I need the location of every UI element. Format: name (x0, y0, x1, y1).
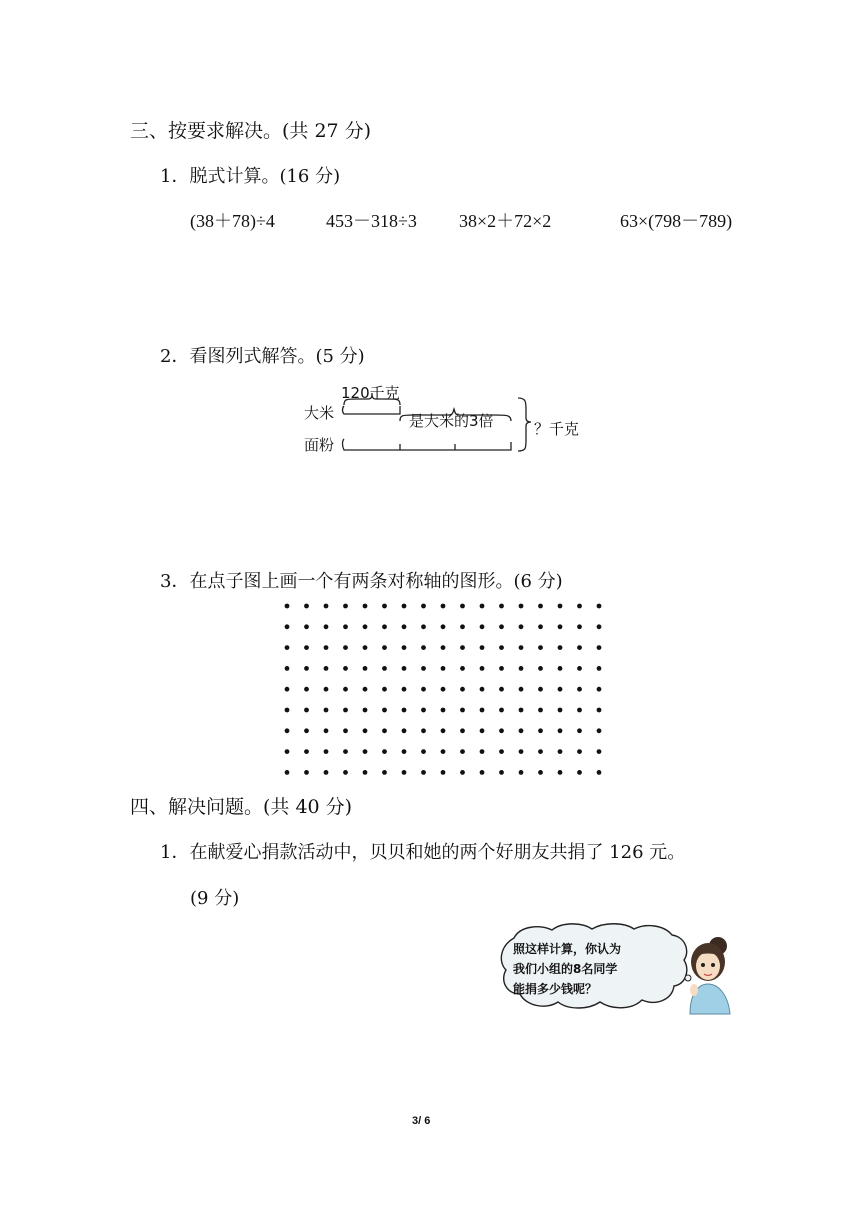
grid-dot[interactable] (577, 604, 582, 609)
question-amount-label: ？千克 (534, 420, 580, 438)
grid-dot[interactable] (304, 666, 309, 671)
grid-dot[interactable] (363, 645, 368, 650)
grid-dot[interactable] (441, 687, 446, 692)
grid-dot[interactable] (402, 604, 407, 609)
grid-dot[interactable] (499, 708, 504, 713)
grid-dot[interactable] (324, 770, 329, 775)
grid-dot[interactable] (499, 645, 504, 650)
dot-grid[interactable] (280, 598, 610, 782)
grid-dot[interactable] (363, 749, 368, 754)
grid-dot[interactable] (460, 604, 465, 609)
grid-dot[interactable] (499, 770, 504, 775)
grid-dot[interactable] (597, 687, 602, 692)
bubble-line-1: 照这样计算，你认为 (513, 942, 622, 956)
grid-dot[interactable] (285, 728, 290, 733)
grid-dot[interactable] (558, 624, 563, 629)
grid-dot[interactable] (285, 770, 290, 775)
grid-dot[interactable] (343, 728, 348, 733)
grid-dot[interactable] (577, 666, 582, 671)
grid-dot[interactable] (519, 749, 524, 754)
grid-dot[interactable] (577, 728, 582, 733)
grid-dot[interactable] (480, 624, 485, 629)
grid-dot[interactable] (460, 749, 465, 754)
grid-dot[interactable] (499, 687, 504, 692)
girl-illustration (690, 937, 730, 1014)
grid-dot[interactable] (577, 708, 582, 713)
grid-dot[interactable] (382, 687, 387, 692)
grid-dot[interactable] (460, 624, 465, 629)
grid-dot[interactable] (363, 666, 368, 671)
bubble-line-3: 能捐多少钱呢？ (513, 982, 598, 996)
grid-dot[interactable] (558, 770, 563, 775)
grid-dot[interactable] (558, 687, 563, 692)
grid-dot[interactable] (402, 666, 407, 671)
grid-dot[interactable] (324, 604, 329, 609)
grid-dot[interactable] (558, 645, 563, 650)
problem-1-score: (9 分) (190, 888, 240, 909)
grid-dot[interactable] (382, 624, 387, 629)
grid-dot[interactable] (499, 749, 504, 754)
grid-dot[interactable] (499, 728, 504, 733)
grid-dot[interactable] (480, 708, 485, 713)
grid-dot[interactable] (480, 687, 485, 692)
grid-dot[interactable] (421, 604, 426, 609)
rice-amount-label: 120千克 (341, 384, 400, 402)
rice-segment (343, 406, 401, 414)
grid-dot[interactable] (285, 624, 290, 629)
grid-dot[interactable] (363, 728, 368, 733)
grid-dot[interactable] (441, 624, 446, 629)
grid-dot[interactable] (421, 624, 426, 629)
grid-dot[interactable] (382, 770, 387, 775)
grid-dot[interactable] (324, 666, 329, 671)
grid-dot[interactable] (460, 708, 465, 713)
grid-dot[interactable] (480, 749, 485, 754)
section-3-title: 三、按要求解决。(共 27 分) (130, 120, 372, 142)
grid-dot[interactable] (285, 749, 290, 754)
grid-dot[interactable] (519, 624, 524, 629)
grid-dot[interactable] (441, 708, 446, 713)
grid-dot[interactable] (519, 604, 524, 609)
grid-dot[interactable] (441, 604, 446, 609)
grid-dot[interactable] (538, 770, 543, 775)
grid-dot[interactable] (597, 728, 602, 733)
grid-dot[interactable] (304, 728, 309, 733)
grid-dot[interactable] (402, 687, 407, 692)
grid-dot[interactable] (421, 645, 426, 650)
grid-dot[interactable] (402, 645, 407, 650)
grid-dot[interactable] (558, 708, 563, 713)
grid-dot[interactable] (304, 749, 309, 754)
grid-dot[interactable] (343, 687, 348, 692)
grid-dot[interactable] (538, 666, 543, 671)
grid-dot[interactable] (343, 604, 348, 609)
relation-label: 是大米的3倍 (409, 412, 494, 430)
grid-dot[interactable] (499, 624, 504, 629)
grid-dot[interactable] (421, 749, 426, 754)
grid-dot[interactable] (343, 645, 348, 650)
grid-dot[interactable] (324, 708, 329, 713)
grid-dot[interactable] (441, 666, 446, 671)
grid-dot[interactable] (538, 624, 543, 629)
grid-dot[interactable] (382, 749, 387, 754)
grid-dot[interactable] (538, 708, 543, 713)
grid-dot[interactable] (558, 728, 563, 733)
grid-dot[interactable] (538, 604, 543, 609)
flour-label: 面粉 (304, 436, 335, 454)
grid-dot[interactable] (363, 687, 368, 692)
grid-dot[interactable] (538, 645, 543, 650)
grid-dot[interactable] (304, 708, 309, 713)
total-brace (518, 398, 531, 451)
grid-dot[interactable] (304, 770, 309, 775)
grid-dot[interactable] (324, 749, 329, 754)
grid-dot[interactable] (324, 645, 329, 650)
flour-segment (343, 439, 512, 450)
grid-dot[interactable] (402, 770, 407, 775)
grid-dot[interactable] (460, 645, 465, 650)
grid-dot[interactable] (382, 708, 387, 713)
question-2-title: 2．看图列式解答。(5 分) (160, 346, 365, 367)
grid-dot[interactable] (597, 645, 602, 650)
grid-dot[interactable] (577, 749, 582, 754)
grid-dot[interactable] (519, 645, 524, 650)
grid-dot[interactable] (577, 687, 582, 692)
grid-dot[interactable] (597, 604, 602, 609)
section-4-title: 四、解决问题。(共 40 分) (130, 796, 353, 818)
grid-dot[interactable] (402, 728, 407, 733)
grid-dot[interactable] (304, 624, 309, 629)
grid-dot[interactable] (304, 687, 309, 692)
line-segment-diagram (300, 380, 540, 460)
grid-dot[interactable] (382, 604, 387, 609)
grid-dot[interactable] (285, 604, 290, 609)
grid-dot[interactable] (597, 666, 602, 671)
grid-dot[interactable] (363, 708, 368, 713)
question-1-title: 1．脱式计算。(16 分) (160, 166, 341, 187)
grid-dot[interactable] (460, 728, 465, 733)
grid-dot[interactable] (441, 645, 446, 650)
grid-dot[interactable] (577, 645, 582, 650)
expression-1: (38＋78)÷4 (190, 211, 275, 231)
grid-dot[interactable] (304, 604, 309, 609)
problem-1-text: 1．在献爱心捐款活动中，贝贝和她的两个好朋友共捐了 126 元。 (160, 842, 686, 863)
grid-dot[interactable] (363, 770, 368, 775)
grid-dot[interactable] (519, 728, 524, 733)
rice-label: 大米 (304, 404, 335, 422)
page-number: 3/ 6 (412, 1115, 431, 1127)
grid-dot[interactable] (324, 728, 329, 733)
grid-dot[interactable] (324, 624, 329, 629)
grid-dot[interactable] (441, 728, 446, 733)
grid-dot[interactable] (480, 645, 485, 650)
grid-dot[interactable] (421, 687, 426, 692)
grid-dot[interactable] (343, 666, 348, 671)
grid-dot[interactable] (538, 749, 543, 754)
grid-dot[interactable] (343, 770, 348, 775)
grid-dot[interactable] (324, 687, 329, 692)
grid-dot[interactable] (577, 624, 582, 629)
grid-dot[interactable] (480, 770, 485, 775)
grid-dot[interactable] (343, 708, 348, 713)
grid-dot[interactable] (343, 624, 348, 629)
grid-dot[interactable] (597, 624, 602, 629)
grid-dot[interactable] (285, 645, 290, 650)
grid-dot[interactable] (519, 770, 524, 775)
grid-dot[interactable] (480, 604, 485, 609)
grid-dot[interactable] (402, 749, 407, 754)
grid-dot[interactable] (363, 624, 368, 629)
question-3-title: 3．在点子图上画一个有两条对称轴的图形。(6 分) (160, 571, 563, 592)
grid-dot[interactable] (538, 687, 543, 692)
grid-dot[interactable] (402, 624, 407, 629)
grid-dot[interactable] (421, 666, 426, 671)
grid-dot[interactable] (285, 708, 290, 713)
grid-dot[interactable] (441, 770, 446, 775)
grid-dot[interactable] (480, 728, 485, 733)
grid-dot[interactable] (519, 687, 524, 692)
grid-dot[interactable] (460, 666, 465, 671)
grid-dot[interactable] (421, 770, 426, 775)
bubble-line-2: 我们小组的8名同学 (513, 962, 618, 976)
grid-dot[interactable] (558, 666, 563, 671)
grid-dot[interactable] (558, 604, 563, 609)
expression-4: 63×(798－789) (620, 211, 733, 231)
grid-dot[interactable] (519, 666, 524, 671)
grid-dot[interactable] (480, 666, 485, 671)
grid-dot[interactable] (441, 749, 446, 754)
grid-dot[interactable] (421, 728, 426, 733)
grid-dot[interactable] (538, 728, 543, 733)
expression-2: 453－318÷3 (326, 211, 417, 231)
grid-dot[interactable] (460, 770, 465, 775)
grid-dot[interactable] (304, 645, 309, 650)
grid-dot[interactable] (499, 604, 504, 609)
grid-dot[interactable] (597, 708, 602, 713)
grid-dot[interactable] (402, 708, 407, 713)
grid-dot[interactable] (499, 666, 504, 671)
grid-dot[interactable] (519, 708, 524, 713)
expression-3: 38×2＋72×2 (459, 211, 552, 231)
grid-dot[interactable] (382, 666, 387, 671)
grid-dot[interactable] (577, 770, 582, 775)
grid-dot[interactable] (421, 708, 426, 713)
grid-dot[interactable] (382, 728, 387, 733)
grid-dot[interactable] (382, 645, 387, 650)
grid-dot[interactable] (343, 749, 348, 754)
grid-dot[interactable] (285, 687, 290, 692)
grid-dot[interactable] (558, 749, 563, 754)
relation-brace (400, 409, 511, 421)
rice-brace (344, 393, 400, 405)
grid-dot[interactable] (460, 687, 465, 692)
grid-dot[interactable] (597, 770, 602, 775)
grid-dot[interactable] (363, 604, 368, 609)
grid-dot[interactable] (285, 666, 290, 671)
grid-dot[interactable] (597, 749, 602, 754)
